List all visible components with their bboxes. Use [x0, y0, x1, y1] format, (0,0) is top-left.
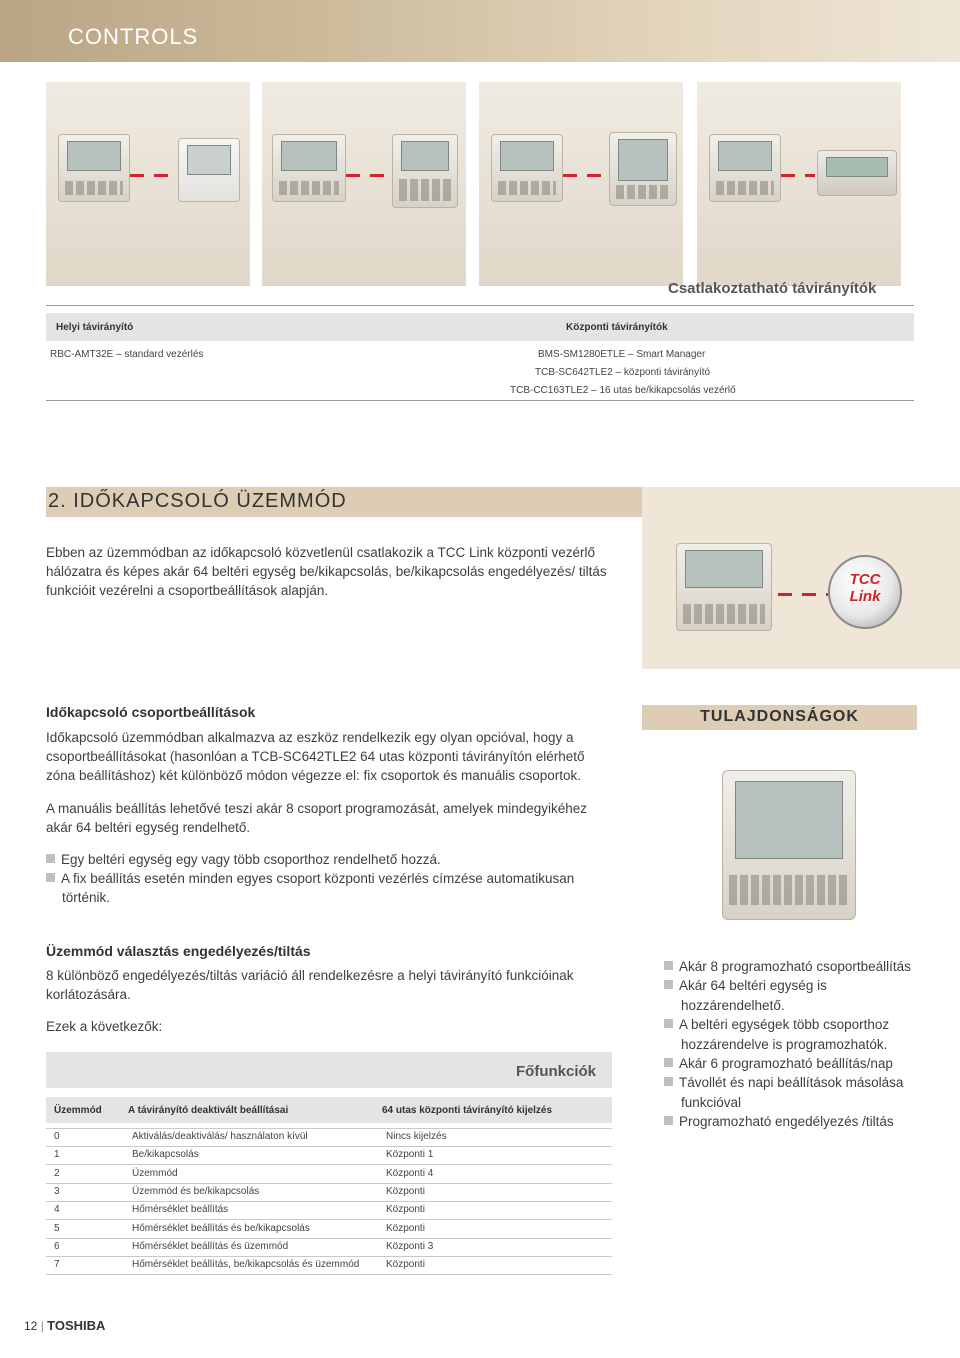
table-cell: Központi 4 — [386, 1167, 434, 1179]
device-photo-4 — [697, 82, 901, 286]
bullet-icon — [664, 1019, 673, 1028]
table-cell: Hőmérséklet beállítás — [132, 1204, 229, 1216]
list-item: A beltéri egységek több csoporthoz hozzárendelve is programozhatók. — [664, 1015, 920, 1054]
mode-table-title: Főfunkciók — [516, 1063, 597, 1080]
table-cell: 7 — [54, 1259, 60, 1271]
tcc-link-badge — [828, 555, 902, 629]
table-cell: 3 — [54, 1185, 60, 1197]
remote-icon — [491, 134, 563, 202]
table-cell: Központi — [386, 1222, 425, 1234]
bullet-icon — [664, 1077, 673, 1086]
column-header-central: Központi távirányítók — [566, 322, 668, 333]
table-cell: Üzemmód és be/kikapcsolás — [132, 1185, 260, 1197]
remote-icon — [676, 543, 772, 631]
device-photo-3 — [479, 82, 683, 286]
remote-icon — [178, 138, 240, 202]
list-item: Akár 8 programozható csoportbeállítás — [664, 957, 920, 976]
connectable-header-row — [46, 313, 914, 341]
bullet-icon — [664, 1116, 673, 1125]
table-row — [46, 1165, 612, 1184]
central-item: TCB-SC642TLE2 – központi távirányító — [535, 367, 711, 378]
list-item: A fix beállítás esetén minden egyes csoport központi vezérlés címzése automatikusan történik. — [46, 869, 616, 907]
table-cell: Be/kikapcsolás — [132, 1149, 199, 1161]
device-photo-1 — [46, 82, 250, 286]
table-cell: Központi — [386, 1204, 425, 1216]
table-row — [46, 1146, 612, 1165]
column-header-local: Helyi távirányító — [56, 322, 134, 333]
remote-icon — [272, 134, 346, 202]
features-list — [664, 957, 920, 1132]
divider — [46, 305, 914, 306]
table-cell: 0 — [54, 1131, 60, 1142]
central-item: TCB-CC163TLE2 – 16 utas be/kikapcsolás vezérlő — [510, 385, 736, 396]
group-settings-p2: A manuális beállítás lehetővé teszi akár 8 csoport programozását, amelyek mindegyikéhez akár 64 beltéri egység rendelhető. — [46, 801, 588, 835]
page-number: 12 — [24, 1319, 38, 1333]
table-cell: Hőmérséklet beállítás és üzemmód — [132, 1240, 289, 1252]
remote-icon — [709, 134, 781, 202]
section-title: 2. IDŐKAPCSOLÓ ÜZEMMÓD — [48, 490, 347, 512]
list-item: Akár 64 beltéri egység is hozzárendelhető. — [664, 976, 920, 1015]
table-cell: 1 — [54, 1149, 60, 1161]
divider — [46, 400, 914, 401]
table-cell: Központi 1 — [386, 1149, 434, 1161]
central-item: BMS-SM1280ETLE – Smart Manager — [538, 349, 706, 360]
remote-icon — [722, 770, 856, 920]
group-settings-bullets — [46, 850, 616, 907]
table-cell: 5 — [54, 1222, 60, 1234]
table-row — [46, 1183, 612, 1202]
table-cell: Nincs kijelzés — [386, 1131, 447, 1142]
local-item: RBC-AMT32E – standard vezérlés — [50, 349, 204, 360]
section-intro: Ebben az üzemmódban az időkapcsoló közvetlenül csatlakozik a TCC Link központi vezérlő hálózatra és képes akár 64 beltéri egység be/kikapcsolás, be/kikapcsolás engedélyezés/ tiltás funkcióit vezérelni a csoportbeállítások alapján. — [46, 545, 607, 598]
bullet-icon — [664, 961, 673, 970]
remote-icon — [58, 134, 130, 202]
bullet-icon — [46, 873, 55, 882]
list-item: Egy beltéri egység egy vagy több csoporthoz rendelhető hozzá. — [46, 850, 616, 869]
group-settings-heading: Időkapcsoló csoportbeállítások — [46, 704, 256, 720]
table-cell: Üzemmód — [132, 1167, 178, 1179]
mode-select-p1: 8 különböző engedélyezés/tiltás variáció áll rendelkezésre a helyi távirányító funkcióinak korlátozására. — [46, 968, 574, 1002]
column-header-mode: Üzemmód — [54, 1105, 102, 1116]
page-section-title: CONTROLS — [68, 24, 199, 49]
column-header-disabled: A távirányító deaktivált beállításai — [128, 1105, 289, 1116]
badge-text: Link — [849, 588, 881, 605]
table-cell: Központi 3 — [386, 1240, 434, 1252]
mode-select-p2: Ezek a következők: — [46, 1019, 163, 1034]
table-cell: 6 — [54, 1240, 60, 1252]
device-photo-2 — [262, 82, 466, 286]
remote-icon — [609, 132, 677, 206]
table-cell: Aktiválás/deaktiválás/ használaton kívül — [132, 1131, 308, 1142]
table-row — [46, 1201, 612, 1220]
list-item: Akár 6 programozható beállítás/nap — [664, 1054, 920, 1073]
page-footer: 12 | TOSHIBA — [24, 1318, 106, 1333]
table-row — [46, 1220, 612, 1239]
tcc-link-panel — [642, 487, 960, 669]
remote-icon — [392, 134, 458, 208]
remote-icon — [817, 150, 897, 196]
bullet-icon — [46, 854, 55, 863]
column-header-display: 64 utas központi távirányító kijelzés — [382, 1105, 553, 1116]
list-item: Programozható engedélyezés /tiltás — [664, 1112, 920, 1131]
table-row — [46, 1238, 612, 1257]
connectable-title: Csatlakoztatható távirányítók — [668, 280, 877, 297]
brand-logo: TOSHIBA — [47, 1318, 106, 1333]
bullet-icon — [664, 980, 673, 989]
list-item: Távollét és napi beállítások másolása funkcióval — [664, 1073, 920, 1112]
table-cell: 2 — [54, 1167, 60, 1179]
bullet-icon — [664, 1058, 673, 1067]
divider — [46, 1128, 612, 1129]
table-cell: Hőmérséklet beállítás és be/kikapcsolás — [132, 1222, 310, 1234]
table-row — [46, 1128, 612, 1147]
badge-text: TCC — [849, 571, 881, 588]
mode-select-heading: Üzemmód választás engedélyezés/tiltás — [46, 943, 311, 959]
table-row — [46, 1256, 612, 1275]
table-cell: 4 — [54, 1204, 60, 1216]
table-cell: Hőmérséklet beállítás, be/kikapcsolás és üzemmód — [132, 1259, 360, 1271]
group-settings-p1: Időkapcsoló üzemmódban alkalmazva az eszköz rendelkezik egy olyan opcióval, hogy a csoportbeállításokat (hasonlóan a TCB-SC642TLE2 64 utas központi távirányítón elérhető zóna beállításhoz) két különböző módon végezze el: fix csoportok és manuális csoportok. — [46, 730, 585, 783]
table-cell: Központi — [386, 1259, 425, 1271]
features-title: TULAJDONSÁGOK — [700, 708, 859, 725]
table-cell: Központi — [386, 1185, 425, 1197]
